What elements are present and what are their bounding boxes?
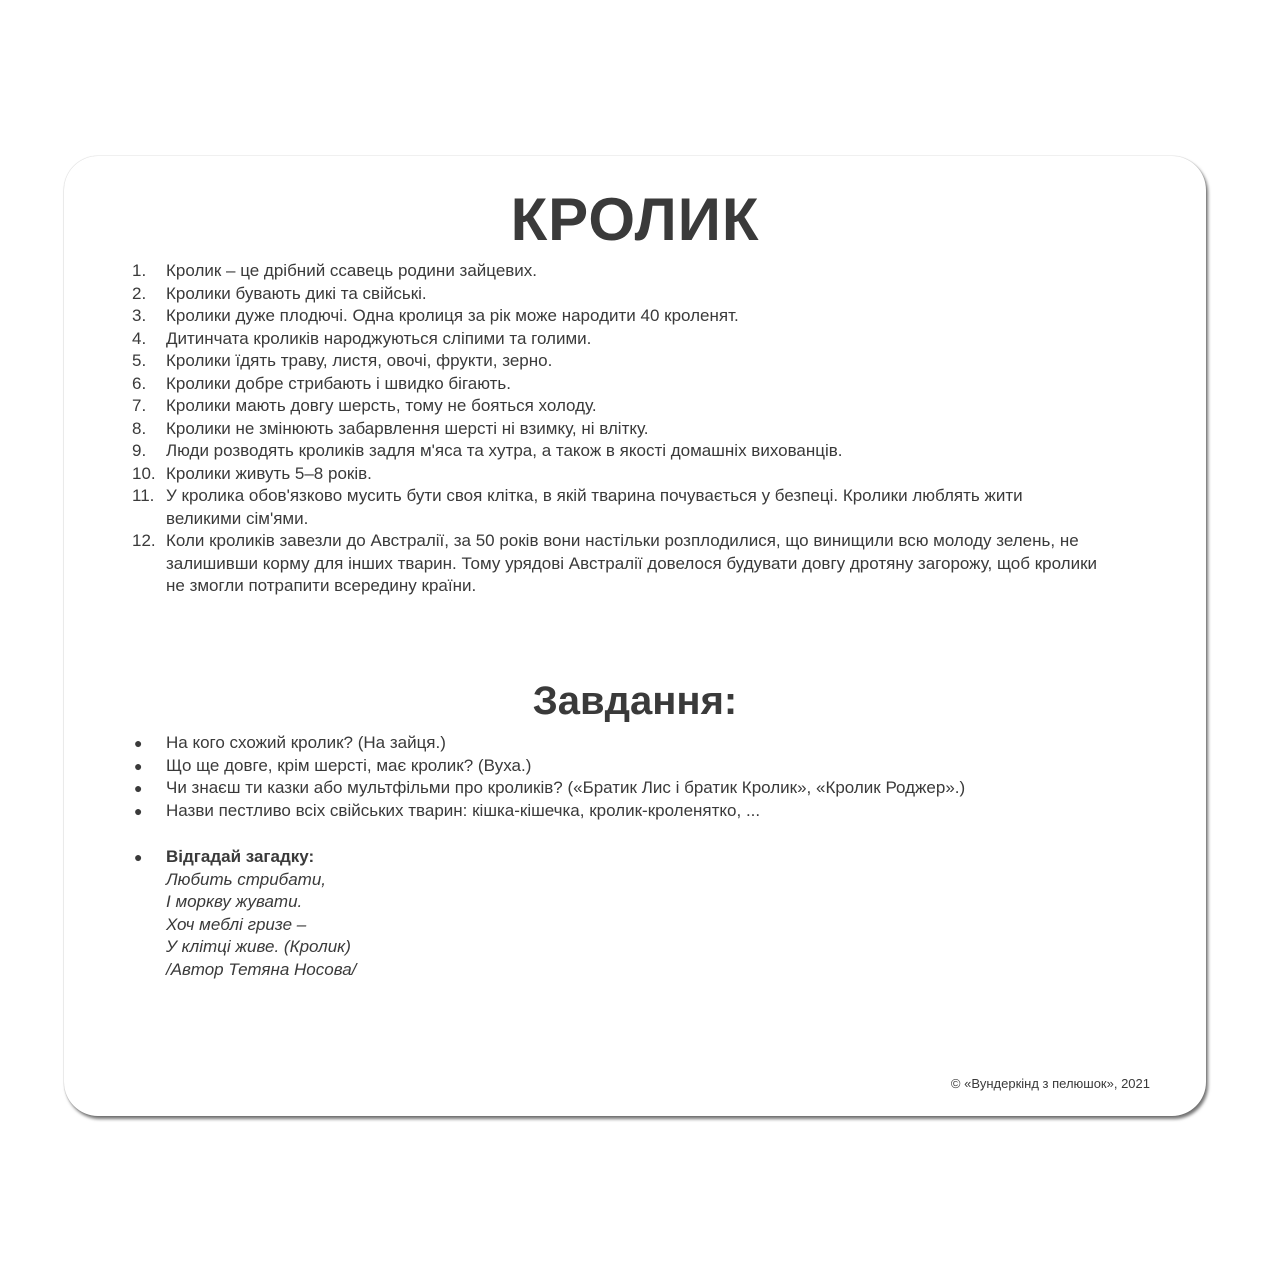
- item-number: 3.: [132, 306, 147, 325]
- riddle-line: Любить стрибати,: [166, 869, 327, 889]
- item-text: Кролик – це дрібний ссавець родини зайцевих.: [166, 261, 538, 280]
- item-text: Кролики живуть 5–8 років.: [166, 463, 372, 483]
- riddle-author: /Автор Тетяна Носова/: [166, 959, 357, 979]
- list-item: [132, 440, 1102, 463]
- list-item: [134, 755, 1134, 778]
- riddle-line: Хоч меблі гризе –: [166, 914, 307, 934]
- item-text: Що ще довге, крім шерсті, має кролик? (Вуха.): [166, 755, 532, 775]
- list-item: [134, 732, 1134, 755]
- list-item: [132, 328, 1102, 351]
- item-number: 4.: [132, 328, 147, 348]
- item-number: 12.: [132, 531, 156, 550]
- riddle-line: У клітці живе. (Кролик): [166, 937, 351, 956]
- list-item: [134, 777, 1134, 800]
- list-item: [132, 373, 1102, 396]
- bullet-icon: ●: [134, 780, 143, 796]
- page-title: КРОЛИК: [510, 186, 760, 253]
- section-title: Завдання:: [532, 679, 738, 723]
- list-item: [132, 283, 1102, 306]
- item-number: 1.: [132, 261, 147, 280]
- item-text: Люди розводять кроликів задля м'яса та хутра, а також в якості домашніх вихованців.: [166, 441, 843, 460]
- riddle-heading: Відгадай загадку:: [166, 847, 315, 866]
- bullet-icon: ●: [134, 735, 143, 751]
- item-number: 7.: [132, 396, 147, 415]
- list-item: [132, 350, 1102, 373]
- item-text: У кролика обов'язково мусить бути своя клітка, в якій тварина почувається у безпеці. Кролики люблять жити великими сім'ями.: [166, 486, 1023, 528]
- item-number: 8.: [132, 418, 147, 438]
- bullet-icon: ●: [134, 802, 143, 819]
- item-number: 6.: [132, 373, 147, 393]
- item-number: 11.: [132, 486, 155, 505]
- list-item: [132, 305, 1102, 328]
- item-text: На кого схожий кролик? (На зайця.): [166, 733, 446, 752]
- item-number: 9.: [132, 441, 147, 460]
- item-text: Назви пестливо всіх свійських тварин: кішка-кішечка, кролик-кроленятко, ...: [166, 800, 761, 820]
- list-item: [132, 395, 1102, 418]
- list-item: [134, 800, 1134, 823]
- item-text: Кролики мають довгу шерсть, тому не бояться холоду.: [166, 396, 597, 415]
- riddle-line: І моркву жувати.: [166, 892, 303, 911]
- list-item: [132, 463, 1102, 486]
- item-number: 5.: [132, 351, 147, 370]
- item-text: Коли кроликів завезли до Австралії, за 50 років вони настільки розплодилися, що винищили всю молоду зелень, не залишивши корму для інших тварин. Тому урядові Австралії довелося будувати довгу дротяну загорожу, щоб кролики не змогли потрапити всередину країни.: [166, 531, 1098, 595]
- list-item: [132, 485, 1102, 530]
- item-text: Кролики дуже плодючі. Одна кролиця за рік може народити 40 кроленят.: [166, 306, 739, 325]
- item-text: Кролики не змінюють забарвлення шерсті ні взимку, ні влітку.: [166, 418, 649, 438]
- item-text: Дитинчата кроликів народжуються сліпими та голими.: [166, 328, 592, 348]
- item-number: 10.: [132, 463, 156, 483]
- list-item: [132, 530, 1102, 598]
- bullet-icon: ●: [134, 849, 143, 865]
- item-text: Кролики їдять траву, листя, овочі, фрукти, зерно.: [166, 351, 553, 370]
- item-number: 2.: [132, 283, 147, 303]
- list-item: [132, 418, 1102, 441]
- copyright-notice: © «Вундеркінд з пелюшок», 2021: [950, 1076, 1150, 1091]
- item-text: Кролики добре стрибають і швидко бігають.: [166, 373, 511, 393]
- content-card: [64, 156, 1206, 1116]
- bullet-icon: ●: [134, 757, 143, 774]
- item-text: Чи знаєш ти казки або мультфільми про кроликів? («Братик Лис і братик Кролик», «Кролик Роджер».): [166, 778, 966, 797]
- facts-list: [132, 260, 1102, 598]
- riddle-block: [134, 846, 356, 981]
- item-text: Кролики бувають дикі та свійські.: [166, 283, 427, 303]
- list-item: [132, 260, 1102, 283]
- tasks-list: [134, 732, 1134, 822]
